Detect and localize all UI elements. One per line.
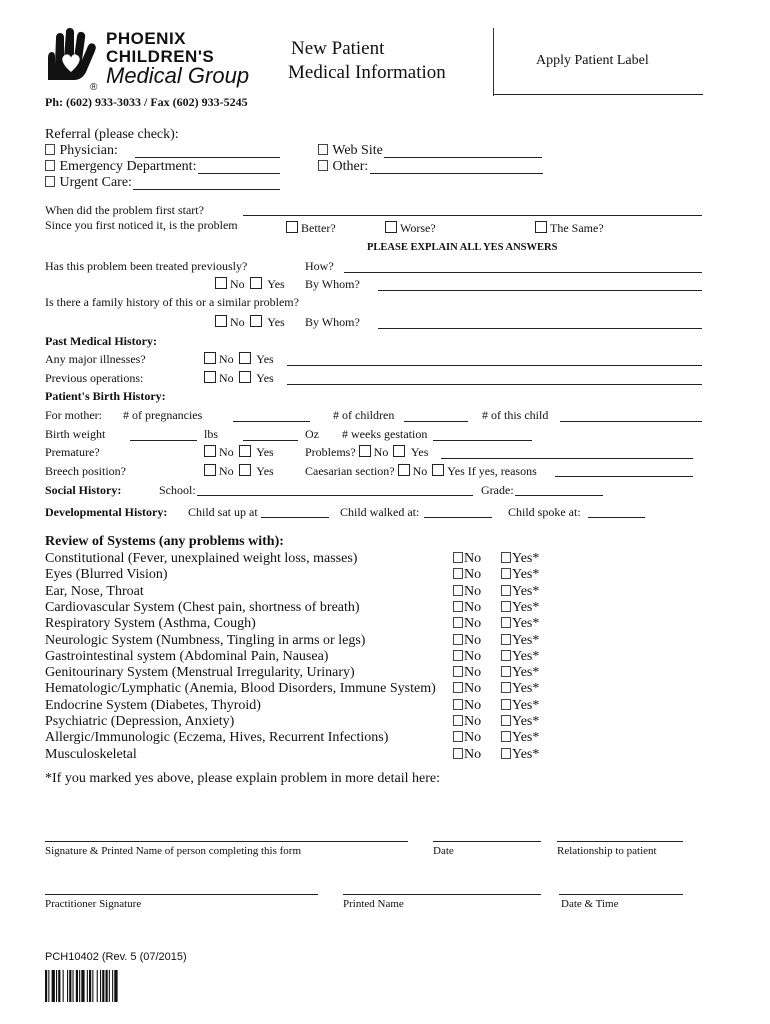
referral-physician[interactable]: Physician: xyxy=(45,143,118,159)
family-by-whom-field[interactable] xyxy=(378,328,702,329)
hand-heart-logo-icon xyxy=(44,28,102,84)
barcode-bar xyxy=(48,970,49,1002)
relationship-label: Relationship to patient xyxy=(557,845,657,857)
review-no-option[interactable]: No xyxy=(453,551,481,567)
referral-website[interactable]: Web Site xyxy=(318,143,383,159)
checkbox-icon[interactable] xyxy=(453,568,463,579)
checkbox-icon[interactable] xyxy=(453,650,463,661)
checkbox-icon[interactable] xyxy=(501,682,511,693)
barcode-icon xyxy=(45,970,145,1002)
checkbox-icon[interactable] xyxy=(501,552,511,563)
printed-name-line[interactable] xyxy=(343,894,541,895)
review-no-option[interactable]: No xyxy=(453,567,481,583)
explain-yes-notice: PLEASE EXPLAIN ALL YES ANSWERS xyxy=(367,242,558,253)
review-item-label: Cardiovascular System (Chest pain, shortness of breath) xyxy=(45,600,360,615)
spoke-label: Child spoke at: xyxy=(508,505,581,519)
treated-how-label: How? xyxy=(305,259,334,273)
past-medical-heading: Past Medical History: xyxy=(45,334,157,348)
problem-since-noticed: Since you first noticed it, is the problem xyxy=(45,218,238,232)
checkbox-icon[interactable] xyxy=(250,315,262,327)
barcode-bar xyxy=(58,970,60,1002)
birth-weight-lbs-field[interactable] xyxy=(130,440,197,441)
social-history-heading: Social History: xyxy=(45,483,122,497)
premature-no-yes[interactable]: No Yes xyxy=(204,445,274,460)
this-child-label: # of this child xyxy=(482,408,549,422)
review-item-label: Respiratory System (Asthma, Cough) xyxy=(45,616,256,631)
checkbox-icon[interactable] xyxy=(453,731,463,742)
checkbox-icon[interactable] xyxy=(432,464,444,476)
checkbox-icon[interactable] xyxy=(501,585,511,596)
date-label: Date xyxy=(433,845,454,857)
checkbox-icon[interactable] xyxy=(453,715,463,726)
school-label: School: xyxy=(159,483,196,497)
checkbox-icon[interactable] xyxy=(239,464,251,476)
review-no-option[interactable]: No xyxy=(453,633,481,649)
checkbox-icon[interactable] xyxy=(204,445,216,457)
treated-no-yes[interactable]: No Yes xyxy=(215,277,285,292)
problems-question[interactable]: Problems? No Yes xyxy=(305,445,429,459)
oz-label: Oz xyxy=(305,427,319,441)
barcode-bar xyxy=(69,970,71,1002)
barcode-bar xyxy=(56,970,57,1002)
date-time-label: Date & Time xyxy=(561,898,619,910)
barcode-bar xyxy=(81,970,84,1002)
review-item-label: Hematologic/Lymphatic (Anemia, Blood Disorders, Immune System) xyxy=(45,681,436,696)
review-yes-option[interactable]: Yes* xyxy=(501,633,539,649)
barcode-bar xyxy=(92,970,93,1002)
review-no-option[interactable]: No xyxy=(453,730,481,746)
checkbox-icon[interactable] xyxy=(239,352,251,364)
treated-how-field[interactable] xyxy=(344,272,702,273)
checkbox-icon[interactable] xyxy=(398,464,410,476)
checkbox-icon[interactable] xyxy=(204,464,216,476)
checkbox-icon[interactable] xyxy=(535,221,547,233)
checkbox-icon[interactable] xyxy=(453,601,463,612)
date-time-line[interactable] xyxy=(559,894,683,895)
gestation-label: # weeks gestation xyxy=(342,427,428,441)
form-code: PCH10402 (Rev. 5 (07/2015) xyxy=(45,951,187,963)
children-field[interactable] xyxy=(404,421,468,422)
problem-first-start: When did the problem first start? xyxy=(45,203,204,217)
problems-field[interactable] xyxy=(441,458,693,459)
barcode-bar xyxy=(114,970,117,1002)
review-item-label: Neurologic System (Numbness, Tingling in arms or legs) xyxy=(45,633,366,648)
review-yes-option[interactable]: Yes* xyxy=(501,747,539,763)
checkbox-icon[interactable] xyxy=(286,221,298,233)
gestation-field[interactable] xyxy=(433,440,532,441)
review-item-label: Gastrointestinal system (Abdominal Pain, Nausea) xyxy=(45,649,329,664)
checkbox-icon[interactable] xyxy=(501,666,511,677)
operations-no-yes[interactable]: No Yes xyxy=(204,371,274,386)
barcode-bar xyxy=(109,970,110,1002)
review-yes-option[interactable]: Yes* xyxy=(501,665,539,681)
referral-heading: Referral (please check): xyxy=(45,127,179,142)
review-yes-option[interactable]: Yes* xyxy=(501,551,539,567)
referral-urgent-care[interactable]: Urgent Care: xyxy=(45,175,132,191)
checkbox-icon[interactable] xyxy=(501,715,511,726)
checkbox-icon[interactable] xyxy=(453,682,463,693)
school-field[interactable] xyxy=(197,495,473,496)
checkbox-icon[interactable] xyxy=(45,160,55,171)
review-no-option[interactable]: No xyxy=(453,600,481,616)
checkbox-icon[interactable] xyxy=(45,176,55,187)
family-no-yes[interactable]: No Yes xyxy=(215,315,285,330)
form-title-line2: Medical Information xyxy=(288,62,446,83)
review-item-label: Constitutional (Fever, unexplained weight loss, masses) xyxy=(45,551,358,566)
review-item-label: Ear, Nose, Throat xyxy=(45,584,144,599)
operations-field[interactable] xyxy=(287,384,702,385)
walked-field[interactable] xyxy=(424,517,492,518)
logo-line-childrens: CHILDREN'S xyxy=(106,47,215,66)
review-yes-option[interactable]: Yes* xyxy=(501,681,539,697)
developmental-heading: Developmental History: xyxy=(45,505,168,519)
checkbox-icon[interactable] xyxy=(453,552,463,563)
checkbox-icon[interactable] xyxy=(501,748,511,759)
pregnancies-label: # of pregnancies xyxy=(123,408,203,422)
checkbox-icon[interactable] xyxy=(453,617,463,628)
checkbox-icon[interactable] xyxy=(250,277,262,289)
review-no-option[interactable]: No xyxy=(453,747,481,763)
referral-emergency[interactable]: Emergency Department: xyxy=(45,159,196,175)
registered-mark: ® xyxy=(90,82,98,93)
printed-name-label: Printed Name xyxy=(343,898,404,910)
review-yes-option[interactable]: Yes* xyxy=(501,730,539,746)
barcode-bar xyxy=(45,970,47,1002)
birth-history-heading: Patient's Birth History: xyxy=(45,389,166,403)
review-item-label: Musculoskeletal xyxy=(45,747,137,762)
checkbox-icon[interactable] xyxy=(501,634,511,645)
review-no-option[interactable]: No xyxy=(453,649,481,665)
problem-start-field[interactable] xyxy=(243,215,702,216)
review-yes-option[interactable]: Yes* xyxy=(501,600,539,616)
checkbox-icon[interactable] xyxy=(453,748,463,759)
this-child-field[interactable] xyxy=(560,421,702,422)
review-item-label: Psychiatric (Depression, Anxiety) xyxy=(45,714,235,729)
family-by-whom-label: By Whom? xyxy=(305,315,360,329)
signature-person-line[interactable] xyxy=(45,841,408,842)
barcode-bar xyxy=(67,970,68,1002)
barcode-bar xyxy=(87,970,88,1002)
barcode-bar xyxy=(89,970,91,1002)
option-worse[interactable]: Worse? xyxy=(385,221,436,236)
checkbox-icon[interactable] xyxy=(501,699,511,710)
barcode-bar xyxy=(112,970,113,1002)
checkbox-icon[interactable] xyxy=(453,634,463,645)
review-item-label: Allergic/Immunologic (Eczema, Hives, Recurrent Infections) xyxy=(45,730,389,745)
review-yes-option[interactable]: Yes* xyxy=(501,698,539,714)
barcode-bar xyxy=(52,970,55,1002)
review-systems-heading: Review of Systems (any problems with): xyxy=(45,534,284,549)
children-label: # of children xyxy=(333,408,395,422)
question-treated: Has this problem been treated previously? xyxy=(45,259,248,273)
checkbox-icon[interactable] xyxy=(501,568,511,579)
treated-by-whom-label: By Whom? xyxy=(305,277,360,291)
barcode-bar xyxy=(102,970,104,1002)
barcode-bar xyxy=(73,970,74,1002)
explain-detail-prompt: *If you marked yes above, please explain problem in more detail here: xyxy=(45,771,440,786)
lbs-label: lbs xyxy=(204,427,219,441)
form-title-line1: New Patient xyxy=(291,38,385,59)
barcode-bar xyxy=(100,970,101,1002)
review-item-label: Genitourinary System (Menstrual Irregularity, Urinary) xyxy=(45,665,355,680)
walked-label: Child walked at: xyxy=(340,505,420,519)
previous-operations-label: Previous operations: xyxy=(45,371,144,385)
checkbox-icon[interactable] xyxy=(318,160,328,171)
review-yes-option[interactable]: Yes* xyxy=(501,616,539,632)
grade-field[interactable] xyxy=(515,495,603,496)
review-no-option[interactable]: No xyxy=(453,681,481,697)
review-item-label: Eyes (Blurred Vision) xyxy=(45,567,168,582)
checkbox-icon[interactable] xyxy=(239,371,251,383)
caesarian-question[interactable]: Caesarian section? No Yes If yes, reasons xyxy=(305,464,537,478)
checkbox-icon[interactable] xyxy=(204,352,216,364)
checkbox-icon[interactable] xyxy=(501,731,511,742)
checkbox-icon[interactable] xyxy=(359,445,371,457)
review-no-option[interactable]: No xyxy=(453,665,481,681)
checkbox-icon[interactable] xyxy=(239,445,251,457)
checkbox-icon[interactable] xyxy=(385,221,397,233)
for-mother-label: For mother: xyxy=(45,408,102,422)
checkbox-icon[interactable] xyxy=(501,650,511,661)
birth-weight-oz-field[interactable] xyxy=(243,440,298,441)
label-box-text: Apply Patient Label xyxy=(536,53,649,68)
checkbox-icon[interactable] xyxy=(318,144,328,155)
major-illnesses-label: Any major illnesses? xyxy=(45,352,146,366)
review-yes-option[interactable]: Yes* xyxy=(501,584,539,600)
checkbox-icon[interactable] xyxy=(215,277,227,289)
review-no-option[interactable]: No xyxy=(453,698,481,714)
barcode-bar xyxy=(106,970,108,1002)
checkbox-icon[interactable] xyxy=(453,585,463,596)
checkbox-icon[interactable] xyxy=(501,601,511,612)
barcode-bar xyxy=(76,970,78,1002)
breech-no-yes[interactable]: No Yes xyxy=(204,464,274,479)
review-no-option[interactable]: No xyxy=(453,584,481,600)
option-same[interactable]: The Same? xyxy=(535,221,604,236)
checkbox-icon[interactable] xyxy=(215,315,227,327)
barcode-bar xyxy=(97,970,98,1002)
breech-label: Breech position? xyxy=(45,464,126,478)
checkbox-icon[interactable] xyxy=(453,666,463,677)
checkbox-icon[interactable] xyxy=(501,617,511,628)
barcode-bar xyxy=(63,970,64,1002)
practitioner-signature-line[interactable] xyxy=(45,894,318,895)
relationship-line[interactable] xyxy=(557,841,683,842)
logo-line-phoenix: PHOENIX xyxy=(106,29,187,48)
grade-label: Grade: xyxy=(481,483,514,497)
signature-person-label: Signature & Printed Name of person completing this form xyxy=(45,845,302,857)
barcode-bar xyxy=(79,970,80,1002)
reasons-field[interactable] xyxy=(555,476,693,477)
review-no-option[interactable]: No xyxy=(453,714,481,730)
practitioner-signature-label: Practitioner Signature xyxy=(45,898,142,910)
checkbox-icon[interactable] xyxy=(45,144,55,155)
spoke-field[interactable] xyxy=(588,517,645,518)
illnesses-no-yes[interactable]: No Yes xyxy=(204,352,274,367)
sat-up-field[interactable] xyxy=(261,517,329,518)
question-family-history: Is there a family history of this or a similar problem? xyxy=(45,295,299,309)
contact-phone-fax: Ph: (602) 933-3033 / Fax (602) 933-5245 xyxy=(45,95,248,109)
birth-weight-label: Birth weight xyxy=(45,427,106,441)
pregnancies-field[interactable] xyxy=(233,421,310,422)
checkbox-icon[interactable] xyxy=(204,371,216,383)
checkbox-icon[interactable] xyxy=(393,445,405,457)
sat-up-label: Child sat up at xyxy=(188,505,258,519)
review-no-option[interactable]: No xyxy=(453,616,481,632)
signature-date-line[interactable] xyxy=(433,841,541,842)
review-yes-option[interactable]: Yes* xyxy=(501,649,539,665)
treated-by-whom-field[interactable] xyxy=(378,290,702,291)
illnesses-field[interactable] xyxy=(287,365,702,366)
checkbox-icon[interactable] xyxy=(453,699,463,710)
option-better[interactable]: Better? xyxy=(286,221,336,236)
referral-other[interactable]: Other: xyxy=(318,159,368,175)
review-item-label: Endocrine System (Diabetes, Thyroid) xyxy=(45,698,261,713)
review-yes-option[interactable]: Yes* xyxy=(501,567,539,583)
review-yes-option[interactable]: Yes* xyxy=(501,714,539,730)
premature-label: Premature? xyxy=(45,445,100,459)
logo-line-medical-group: Medical Group xyxy=(106,63,250,88)
